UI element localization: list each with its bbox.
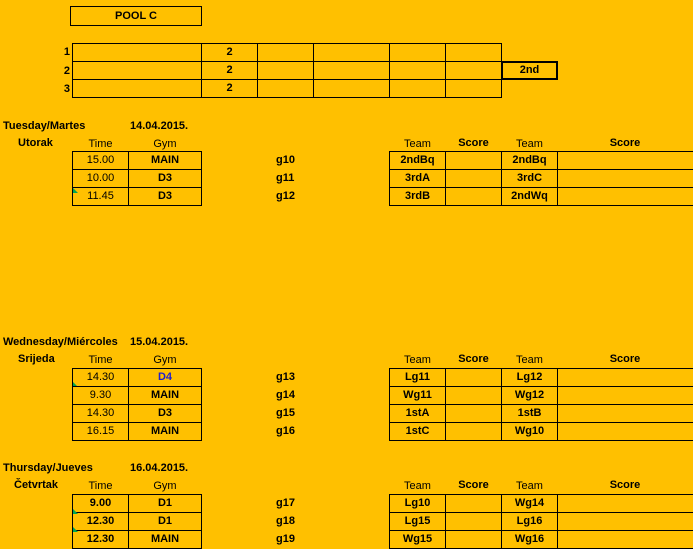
pool-cell — [257, 43, 314, 62]
game-id: g13 — [276, 371, 295, 383]
pool-row-number: 3 — [63, 83, 70, 95]
game-time: 9.00 — [72, 494, 129, 513]
game-score1 — [445, 386, 502, 405]
game-team2: Wg14 — [501, 494, 558, 513]
game-gym: D1 — [128, 512, 202, 531]
header-team: Team — [404, 480, 431, 492]
game-team1: Lg11 — [389, 368, 446, 387]
game-gym: MAIN — [128, 530, 202, 549]
game-gym: D3 — [128, 169, 202, 188]
day-label: Wednesday/Miércoles — [3, 336, 118, 348]
day-label: Thursday/Jueves — [3, 462, 93, 474]
game-score2 — [557, 169, 693, 188]
pool-cell — [445, 43, 502, 62]
header-team: Team — [516, 480, 543, 492]
game-score2 — [557, 404, 693, 423]
game-score1 — [445, 169, 502, 188]
header-gym: Gym — [153, 138, 177, 150]
pool-cell — [313, 61, 390, 80]
game-team1: Wg15 — [389, 530, 446, 549]
game-team1: 1stC — [389, 422, 446, 441]
game-gym: D1 — [128, 494, 202, 513]
game-score2 — [557, 494, 693, 513]
day-local-label: Srijeda — [18, 353, 55, 365]
pool-cell — [257, 79, 314, 98]
pool-cell — [72, 79, 202, 98]
day-date: 14.04.2015. — [130, 120, 189, 132]
game-gym: D3 — [128, 187, 202, 206]
pool-side-result: 2nd — [501, 61, 558, 80]
game-id: g15 — [276, 407, 295, 419]
game-id: g14 — [276, 389, 295, 401]
comment-marker-icon — [73, 509, 78, 514]
pool-cell — [313, 43, 390, 62]
comment-marker-icon — [73, 527, 78, 532]
header-team: Team — [404, 354, 431, 366]
game-gym: MAIN — [128, 422, 202, 441]
game-team2: 3rdC — [501, 169, 558, 188]
game-team1: Lg10 — [389, 494, 446, 513]
game-team2: Wg12 — [501, 386, 558, 405]
game-team1: 1stA — [389, 404, 446, 423]
game-id: g12 — [276, 190, 295, 202]
game-score2 — [557, 187, 693, 206]
header-time: Time — [88, 354, 113, 366]
game-time: 15.00 — [72, 151, 129, 170]
pool-cell — [72, 61, 202, 80]
game-team2: 2ndBq — [501, 151, 558, 170]
game-score1 — [445, 494, 502, 513]
game-team2: 2ndWq — [501, 187, 558, 206]
game-score2 — [557, 386, 693, 405]
game-gym: MAIN — [128, 386, 202, 405]
game-team1: 2ndBq — [389, 151, 446, 170]
header-score: Score — [458, 479, 489, 491]
game-score1 — [445, 187, 502, 206]
header-team: Team — [404, 138, 431, 150]
game-id: g17 — [276, 497, 295, 509]
header-time: Time — [88, 138, 113, 150]
game-score2 — [557, 422, 693, 441]
header-score: Score — [458, 353, 489, 365]
pool-cell — [445, 79, 502, 98]
pool-row-number: 1 — [63, 46, 70, 58]
header-gym: Gym — [153, 354, 177, 366]
day-date: 15.04.2015. — [130, 336, 189, 348]
pool-title: POOL C — [70, 6, 202, 26]
game-gym: D4 — [128, 368, 202, 387]
pool-cell — [389, 61, 446, 80]
game-score1 — [445, 404, 502, 423]
game-time: 9.30 — [72, 386, 129, 405]
pool-cell-value: 2 — [201, 79, 258, 98]
game-score1 — [445, 368, 502, 387]
game-gym: D3 — [128, 404, 202, 423]
pool-cell-value: 2 — [201, 43, 258, 62]
pool-cell — [72, 43, 202, 62]
day-local-label: Utorak — [18, 137, 53, 149]
day-label: Tuesday/Martes — [3, 120, 86, 132]
game-team2: Wg10 — [501, 422, 558, 441]
header-team: Team — [516, 354, 543, 366]
game-score1 — [445, 512, 502, 531]
pool-row-number: 2 — [63, 65, 70, 77]
game-team2: Wg16 — [501, 530, 558, 549]
pool-cell — [313, 79, 390, 98]
game-team1: Lg15 — [389, 512, 446, 531]
game-time: 14.30 — [72, 404, 129, 423]
game-score2 — [557, 512, 693, 531]
game-time: 14.30 — [72, 368, 129, 387]
header-score: Score — [609, 479, 641, 491]
game-team2: Lg16 — [501, 512, 558, 531]
comment-marker-icon — [73, 188, 78, 193]
pool-cell — [389, 79, 446, 98]
game-id: g11 — [276, 172, 295, 184]
game-time: 11.45 — [72, 187, 129, 206]
game-id: g19 — [276, 533, 295, 545]
game-time: 12.30 — [72, 512, 129, 531]
game-id: g10 — [276, 154, 295, 166]
game-score2 — [557, 368, 693, 387]
game-id: g18 — [276, 515, 295, 527]
game-score1 — [445, 151, 502, 170]
game-time: 16.15 — [72, 422, 129, 441]
game-time: 10.00 — [72, 169, 129, 188]
pool-cell — [257, 61, 314, 80]
day-local-label: Četvrtak — [14, 479, 59, 491]
pool-cell-value: 2 — [201, 61, 258, 80]
game-id: g16 — [276, 425, 295, 437]
header-team: Team — [516, 138, 543, 150]
game-time: 12.30 — [72, 530, 129, 549]
pool-cell — [389, 43, 446, 62]
game-team2: 1stB — [501, 404, 558, 423]
game-team1: Wg11 — [389, 386, 446, 405]
game-score2 — [557, 530, 693, 549]
game-team1: 3rdA — [389, 169, 446, 188]
pool-cell — [445, 61, 502, 80]
game-score1 — [445, 422, 502, 441]
header-gym: Gym — [153, 480, 177, 492]
game-score2 — [557, 151, 693, 170]
day-date: 16.04.2015. — [130, 462, 189, 474]
header-time: Time — [88, 480, 113, 492]
header-score: Score — [458, 137, 489, 149]
game-team1: 3rdB — [389, 187, 446, 206]
game-score1 — [445, 530, 502, 549]
game-gym: MAIN — [128, 151, 202, 170]
header-score: Score — [609, 137, 641, 149]
game-team2: Lg12 — [501, 368, 558, 387]
header-score: Score — [609, 353, 641, 365]
